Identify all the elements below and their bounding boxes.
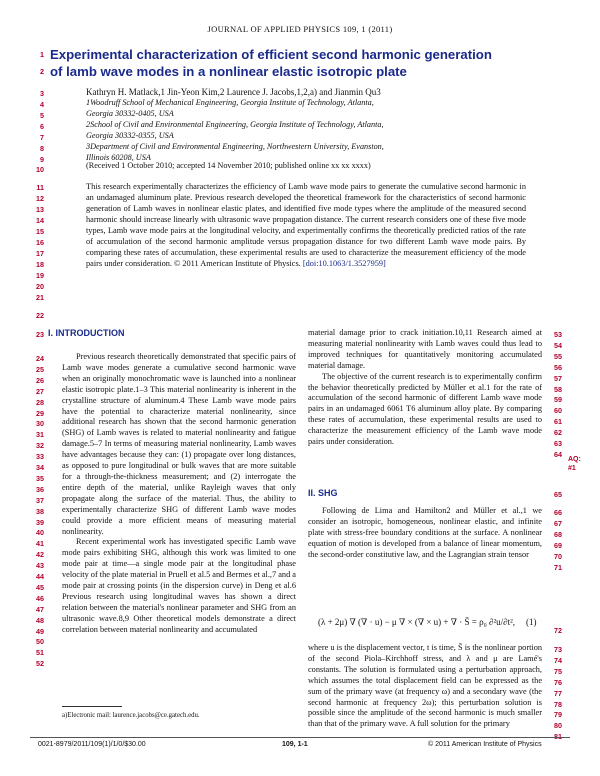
- line-number: 40: [36, 528, 44, 538]
- line-number: 45: [36, 582, 44, 592]
- line-number: 71: [554, 562, 562, 572]
- line-number: 27: [36, 386, 44, 396]
- line-number: 55: [554, 351, 562, 361]
- line-number: 32: [36, 441, 44, 451]
- line-number: 5: [40, 111, 44, 120]
- line-number: 25: [36, 364, 44, 374]
- line-number: 49: [36, 626, 44, 636]
- line-number: 9: [40, 155, 44, 164]
- line-number: 48: [36, 615, 44, 625]
- line-number: 10: [36, 165, 44, 174]
- line-number: 81: [554, 732, 562, 742]
- line-number: 16: [36, 238, 44, 247]
- line-number: 67: [554, 518, 562, 528]
- equation-1-number: (1): [526, 617, 537, 627]
- line-number: 4: [40, 100, 44, 109]
- line-number: 56: [554, 362, 562, 372]
- line-number: 58: [554, 384, 562, 394]
- line-number: 57: [554, 373, 562, 383]
- line-number: 62: [554, 428, 562, 438]
- received-dates: (Received 1 October 2010; accepted 14 November 2010; published online xx xx xxxx): [86, 161, 371, 170]
- line-number: 1: [40, 50, 44, 59]
- affiliation-1b: Georgia 30332-0405, USA: [86, 109, 174, 118]
- line-number: 76: [554, 677, 562, 687]
- line-number: 8: [40, 144, 44, 153]
- line-number: 72: [554, 626, 562, 635]
- affiliation-2a: 2School of Civil and Environmental Engineering, Georgia Institute of Technology, Atlanta,: [86, 120, 384, 129]
- line-number: 68: [554, 529, 562, 539]
- line-number: 14: [36, 216, 44, 225]
- line-number: 42: [36, 550, 44, 560]
- line-number: 79: [554, 710, 562, 720]
- shg-paragraph-1: Following de Lima and Hamilton2 and Müller et al.,1 we consider an isotropic, homogeneous, nonlinear elastic, and infinite plate with stress-free boundary conditions at the surface. A nonlinear equation of motion is developed from a balance of linear momentum, the second-order constitutive law, and the Lagrangian strain tensor: [308, 506, 542, 559]
- line-number: 59: [554, 395, 562, 405]
- running-header: JOURNAL OF APPLIED PHYSICS 109, 1 (2011): [207, 24, 393, 34]
- affiliation-2b: Georgia 30332-0355, USA: [86, 131, 174, 140]
- shg-paragraph-2: where u is the displacement vector, t is time, S̄ is the nonlinear portion of the second Piola–Kirchhoff stress, and λ and μ are Lamé's constants. The solution is formulated using a perturbation approach, which assumes the total displacement field can be expressed as the sum of the primary wave (at frequency ω) and a secondary wave (the second harmonic at frequency 2ω); this perturbation solution is possible since the amplitude of the second harmonic is much smaller than that of the primary wave. A full solution for the primary: [308, 643, 542, 729]
- line-number: 3: [40, 89, 44, 98]
- line-number: 23: [36, 330, 44, 339]
- line-number: 19: [36, 271, 44, 280]
- line-number: 12: [36, 194, 44, 203]
- line-number: 47: [36, 604, 44, 614]
- line-number: 73: [554, 645, 562, 654]
- line-number: 77: [554, 688, 562, 698]
- line-number: 41: [36, 539, 44, 549]
- line-number: 53: [554, 330, 562, 339]
- line-number: 31: [36, 430, 44, 440]
- line-number: 22: [36, 311, 44, 320]
- affiliation-3b: Illinois 60208, USA: [86, 153, 151, 162]
- section-heading-introduction: I. INTRODUCTION: [48, 328, 125, 338]
- abstract-doi-link[interactable]: [doi:10.1063/1.3527959]: [302, 259, 386, 269]
- abstract-text: This research experimentally characterizes the efficiency of Lamb wave mode pairs to generate the cumulative second harmonic in an undamaged aluminum plate. Previous research developed the theoretical framework for the characteristics of second harmonic generation of Lamb waves in nonlinear elastic plates, and identified five mode types where the amplitude of the measured second harmonic should increase linearly with ultrasonic wave propagation distance. The current research considers one of these five mode types, Lamb wave mode pairs at the longitudinal velocity, and experimentally confirms the theoretically predicted ratios of the rate of accumulation of the second harmonic amplitude versus propagation distance for two different Lamb wave mode pairs. By comparing these rates of accumulation, these experimental results are used to characterize the measurement efficiency of the mode pairs under consideration. © 2011 American Institute of Physics.: [86, 182, 526, 269]
- line-number: 46: [36, 593, 44, 603]
- line-number: 2: [40, 67, 44, 76]
- line-number: 18: [36, 260, 44, 269]
- footer-issn: 0021-8979/2011/109(1)/1/0/$30.00: [38, 741, 146, 748]
- line-number: 60: [554, 406, 562, 416]
- line-number: 61: [554, 417, 562, 427]
- line-number: 21: [36, 293, 44, 302]
- paper-title: [50, 46, 540, 80]
- line-number: 70: [554, 551, 562, 561]
- left-column: [62, 352, 296, 636]
- line-number: 29: [36, 408, 44, 418]
- line-number: 52: [36, 659, 44, 669]
- line-number: 28: [36, 397, 44, 407]
- line-number: 37: [36, 495, 44, 505]
- line-number: 50: [36, 637, 44, 647]
- intro-paragraph-2: Recent experimental work has investigated specific Lamb wave mode pairs exhibiting SHG, although this work was limited to one mode pair at time—a single mode pair at the longitudinal phase velocity of the plate material in Pruell et al.5 and Bermes et al.,7 and a mode pair at crossing points (in the dispersion curve) in Deng et al.6 Previous research using longitudinal waves has shown a direct relation between the material's nonlinear parameter and SHG from an ultrasonic wave.8,9 Other theoretical models demonstrate a direct correlation between material nonlinearity and accumulated: [62, 537, 296, 634]
- author-query-label: AQ:: [568, 456, 581, 463]
- affiliation-1a: 1Woodruff School of Mechanical Engineering, Georgia Institute of Technology, Atlanta,: [86, 98, 374, 107]
- line-number: 78: [554, 699, 562, 709]
- line-number: 13: [36, 205, 44, 214]
- equation-1: (λ + 2μ) ∇ (∇ · u) − μ ∇ × (∇ × u) + ∇ · S̄ = ρ₀ ∂²u/∂t²,: [318, 617, 516, 627]
- shg-paragraph-1-container: [308, 506, 542, 561]
- abstract: [86, 181, 526, 269]
- line-number: 6: [40, 122, 44, 131]
- author-query-number: #1: [568, 465, 576, 472]
- line-number: 69: [554, 540, 562, 550]
- line-number: 65: [554, 490, 562, 499]
- title-line-2: of lamb wave modes in a nonlinear elastic isotropic plate: [50, 64, 407, 79]
- footer-copyright: © 2011 American Institute of Physics: [428, 741, 542, 748]
- section-heading-shg: II. SHG: [308, 488, 338, 498]
- footer-page-number: 109, 1-1: [282, 741, 308, 748]
- line-number: 51: [36, 648, 44, 658]
- shg-paragraph-2-container: [308, 643, 542, 730]
- line-number: 15: [36, 227, 44, 236]
- title-line-1: Experimental characterization of efficient second harmonic generation: [50, 47, 492, 62]
- line-number: 24: [36, 354, 44, 363]
- affiliation-3a: 3Department of Civil and Environmental Engineering, Northwestern University, Evanston,: [86, 142, 384, 151]
- line-number: 66: [554, 508, 562, 517]
- author-list: Kathryn H. Matlack,1 Jin-Yeon Kim,2 Laurence J. Jacobs,1,2,a) and Jianmin Qu3: [86, 87, 381, 97]
- line-number: 80: [554, 721, 562, 731]
- line-number: 30: [36, 419, 44, 429]
- line-number: 64: [554, 449, 562, 459]
- line-number: 36: [36, 484, 44, 494]
- right-column-top: [308, 328, 542, 448]
- line-number: 74: [554, 655, 562, 665]
- line-number: 33: [36, 452, 44, 462]
- intro-paragraph-objective: The objective of the current research is to experimentally confirm the behavior theoretically predicted by Müller et al.1 for the rate of accumulation of the second harmonic of different Lamb wave mode pairs in an undamaged 6061 T6 aluminum alloy plate. By comparing these rates of accumulation, these experimental results are used to characterize the measurement efficiency of the Lamb wave mode pairs under consideration.: [308, 371, 542, 447]
- line-number: 63: [554, 439, 562, 448]
- line-number: 26: [36, 375, 44, 385]
- line-number: 7: [40, 133, 44, 142]
- intro-paragraph-continued: material damage prior to crack initiation.10,11 Research aimed at measuring material nonlinearity with Lamb waves could thus lead to improved techniques for quantitatively monitoring accumulated material damage.: [308, 328, 542, 370]
- line-number: 11: [36, 183, 44, 192]
- intro-paragraph-1: Previous research theoretically demonstrated that specific pairs of Lamb wave modes generate a cumulative second harmonic wave when an originally monochromatic wave is launched into a nonlinear elastic isotropic plate.1–3 This material nonlinearity is inherent in the crystalline structure of aluminum.4 These Lamb wave mode pairs have the potential to characterize material nonlinearity, since additional research has shown that the second harmonic generation (SHG) of Lamb waves is related to material nonlinearity and fatigue damage.5–7 In terms of measuring material nonlinearity, Lamb waves have advantages because they can: (1) propagate over long distances, as opposed to pure longitudinal or bulk waves that are more suitable for a through-the-thickness measurement; and (2) interrogate the entire depth of the material, unlike Rayleigh waves that only propagate along the surface of the material. Thus, the ability to experimentally characterize SHG of different Lamb wave modes could provide a more efficient means of measuring material nonlinearity.: [62, 352, 296, 536]
- line-number: 20: [36, 282, 44, 291]
- line-number: 34: [36, 463, 44, 472]
- line-number: 35: [36, 473, 44, 483]
- footnote-email: a)Electronic mail: laurence.jacobs@ce.gatech.edu.: [62, 712, 200, 719]
- line-number: 43: [36, 561, 44, 571]
- line-number: 44: [36, 572, 44, 581]
- author-query-marker[interactable]: [568, 455, 581, 473]
- line-number: 39: [36, 517, 44, 527]
- footer-rule: [30, 737, 570, 738]
- line-number: 38: [36, 506, 44, 516]
- footnote-rule: [62, 706, 122, 707]
- line-number: 75: [554, 666, 562, 676]
- line-number: 17: [36, 249, 44, 258]
- line-number: 54: [554, 340, 562, 350]
